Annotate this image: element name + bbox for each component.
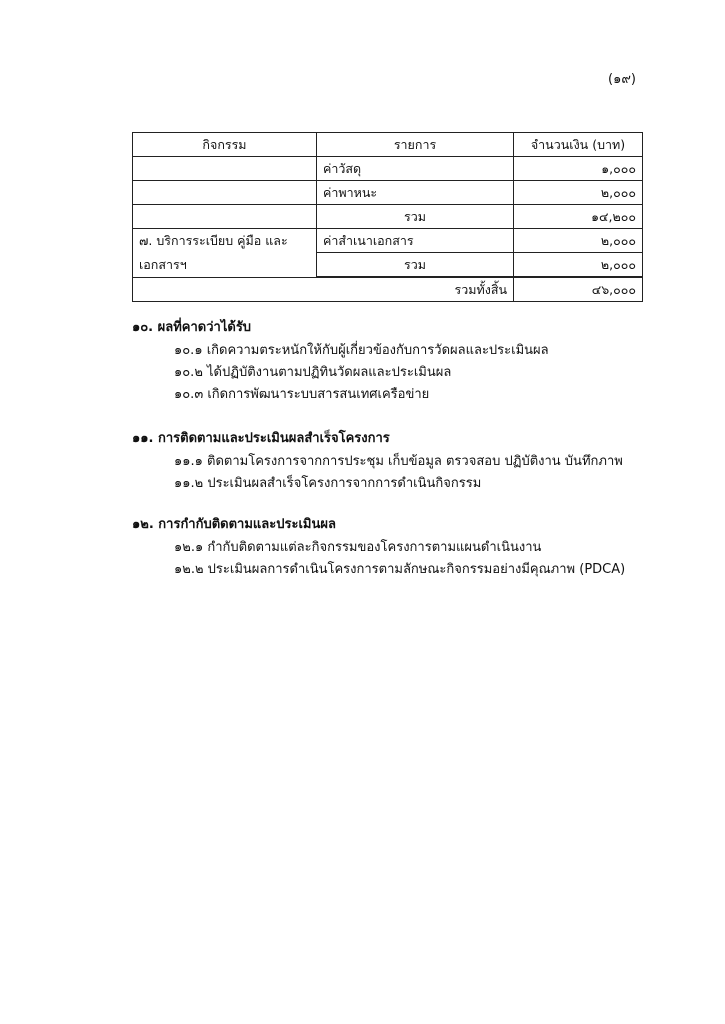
cell-activity bbox=[133, 205, 317, 229]
cell-amount: ๑,๐๐๐ bbox=[514, 157, 643, 181]
table-header-row bbox=[133, 133, 643, 157]
section-expected-results bbox=[132, 316, 549, 406]
grand-total-row bbox=[133, 277, 643, 302]
cell-activity bbox=[133, 181, 317, 205]
list-item: ๑๒.๑ กำกับติดตามแต่ละกิจกรรมของโครงการตามแผนดำเนินงาน bbox=[174, 540, 542, 555]
grand-total-amount: ๔๖,๐๐๐ bbox=[514, 277, 643, 302]
table-row bbox=[133, 181, 643, 205]
cell-activity bbox=[133, 157, 317, 181]
cell-amount: ๒,๐๐๐ bbox=[514, 229, 643, 253]
section-heading: ๑๑. การติดตามและประเมินผลสำเร็จโครงการ bbox=[132, 431, 390, 446]
list-item: ๑๒.๒ ประเมินผลการดำเนินโครงการตามลักษณะกิจกรรมอย่างมีคุณภาพ (PDCA) bbox=[174, 562, 626, 577]
table-row bbox=[133, 205, 643, 229]
budget-table bbox=[132, 132, 643, 302]
cell-item: ค่าพาหนะ bbox=[317, 181, 514, 205]
table-row bbox=[133, 157, 643, 181]
header-item: รายการ bbox=[317, 133, 514, 157]
page-number: (๑๙) bbox=[608, 72, 636, 87]
cell-item: ค่าวัสดุ bbox=[317, 157, 514, 181]
list-item: ๑๑.๑ ติดตามโครงการจากการประชุม เก็บข้อมูล ตรวจสอบ ปฏิบัติงาน บันทึกภาพ bbox=[174, 454, 623, 469]
cell-item: ค่าสำเนาเอกสาร bbox=[317, 229, 514, 253]
cell-subtotal-amount: ๒,๐๐๐ bbox=[514, 253, 643, 278]
cell-amount: ๑๔,๒๐๐ bbox=[514, 205, 643, 229]
header-amount: จำนวนเงิน (บาท) bbox=[514, 133, 643, 157]
table-row bbox=[133, 253, 643, 278]
cell-amount: ๒,๐๐๐ bbox=[514, 181, 643, 205]
grand-total-label: รวมทั้งสิ้น bbox=[133, 277, 514, 302]
list-item: ๑๐.๓ เกิดการพัฒนาระบบสารสนเทศเครือข่าย bbox=[174, 387, 430, 402]
cell-subtotal-label: รวม bbox=[317, 253, 514, 278]
section-supervision bbox=[132, 513, 625, 581]
cell-subtotal-label: รวม bbox=[317, 205, 514, 229]
section-heading: ๑๐. ผลที่คาดว่าได้รับ bbox=[132, 320, 252, 335]
header-activity: กิจกรรม bbox=[133, 133, 317, 157]
cell-activity: ๗. บริการระเบียบ คู่มือ และ bbox=[133, 229, 317, 253]
cell-activity-continued: เอกสารฯ bbox=[133, 253, 317, 278]
table-row bbox=[133, 229, 643, 253]
list-item: ๑๑.๒ ประเมินผลสำเร็จโครงการจากการดำเนินกิจกรรม bbox=[174, 476, 482, 491]
section-monitoring bbox=[132, 427, 623, 495]
list-item: ๑๐.๑ เกิดความตระหนักให้กับผู้เกี่ยวข้องกับการวัดผลและประเมินผล bbox=[174, 343, 549, 358]
section-heading: ๑๒. การกำกับติดตามและประเมินผล bbox=[132, 517, 336, 532]
list-item: ๑๐.๒ ได้ปฏิบัติงานตามปฏิทินวัดผลและประเมินผล bbox=[174, 365, 452, 380]
